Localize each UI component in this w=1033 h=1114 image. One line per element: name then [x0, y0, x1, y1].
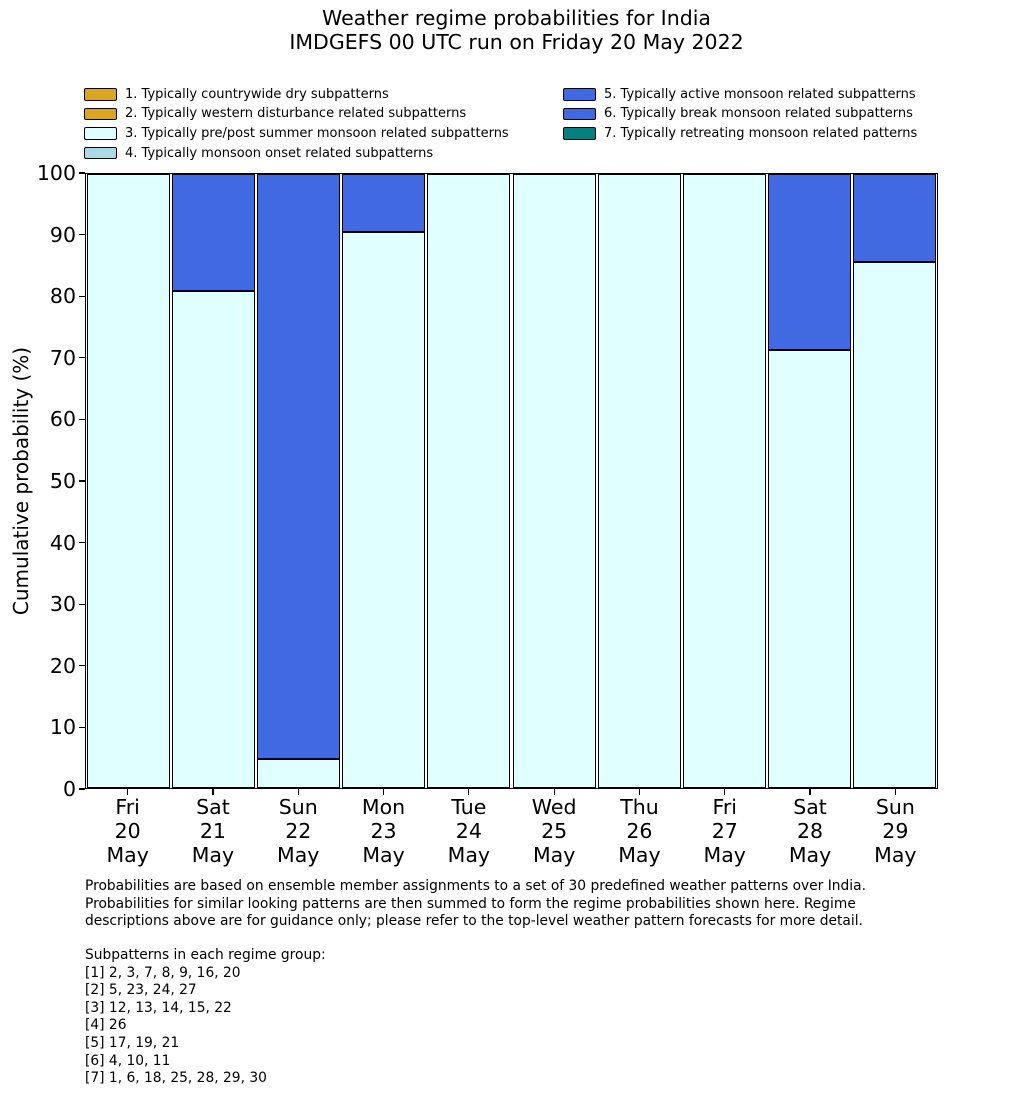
- bar-segment-regime-3: [257, 759, 340, 788]
- plot-area: [85, 173, 938, 789]
- x-tick-label-line: Mon: [361, 795, 406, 819]
- chart-title-line2: IMDGEFS 00 UTC run on Friday 20 May 2022: [289, 30, 744, 54]
- legend-label-regime-6: 6. Typically break monsoon related subpatterns: [604, 106, 913, 122]
- x-tick-label-line: 24: [455, 819, 482, 843]
- y-tick-50: [79, 480, 85, 481]
- x-tick-label-line: May: [618, 843, 661, 867]
- x-tick-label-line: 25: [541, 819, 568, 843]
- x-tick-label-line: May: [788, 843, 832, 867]
- x-tick-label-line: May: [447, 843, 491, 867]
- bar-mon-23-may: [341, 174, 426, 788]
- legend-row-regime-4: [84, 143, 509, 163]
- legend-label-regime-7: 7. Typically retreating monsoon related patterns: [604, 125, 918, 141]
- subpattern-line: [3] 12, 13, 14, 15, 22: [85, 999, 232, 1016]
- bar-segment-regime-6: [768, 174, 851, 350]
- y-tick-60: [79, 419, 85, 420]
- y-tick-label-50: 50: [49, 469, 76, 493]
- legend-row-regime-7: [563, 124, 917, 144]
- x-tick-label-3: [256, 795, 341, 867]
- x-tick-label-line: May: [874, 843, 917, 867]
- x-tick-label-9: [767, 795, 852, 867]
- bar-segment-regime-3: [683, 174, 766, 788]
- x-tick-label-line: Sun: [278, 795, 318, 819]
- y-tick-label-0: 0: [62, 777, 76, 801]
- subpattern-line: [5] 17, 19, 21: [85, 1034, 180, 1051]
- y-tick-100: [79, 172, 85, 173]
- subpattern-line: [1] 2, 3, 7, 8, 9, 16, 20: [85, 964, 241, 981]
- bar-segment-regime-3: [427, 174, 510, 788]
- y-tick-40: [79, 542, 85, 543]
- y-tick-label-60: 60: [49, 407, 76, 432]
- footer-line: Probabilities for similar looking patterns are then summed to form the regime probabilities shown here. Regime: [85, 895, 856, 912]
- bar-segment-regime-6: [853, 174, 936, 262]
- subpattern-line: [2] 5, 23, 24, 27: [85, 982, 197, 999]
- x-tick-label-4: [341, 795, 426, 867]
- x-tick-label-5: [426, 795, 511, 867]
- x-tick-label-2: [170, 795, 255, 867]
- y-tick-label-10: 10: [49, 715, 76, 740]
- bar-segment-regime-6: [172, 174, 255, 291]
- x-tick-label-line: 29: [882, 819, 909, 843]
- y-tick-label-70: 70: [49, 345, 76, 370]
- subpattern-line: [4] 26: [85, 1017, 127, 1034]
- x-tick-label-line: May: [106, 843, 149, 867]
- y-tick-0: [79, 788, 85, 789]
- legend-swatch-regime-1-icon: [84, 88, 117, 101]
- bar-tue-24-may: [426, 174, 511, 788]
- chart-title-line1: Weather regime probabilities for India: [322, 6, 711, 30]
- legend-label-regime-4: 4. Typically monsoon onset related subpatterns: [125, 145, 434, 161]
- bar-sat-28-may: [767, 174, 852, 788]
- bar-segment-regime-6: [342, 174, 425, 232]
- footer-line: Probabilities are based on ensemble member assignments to a set of 30 predefined weather patterns over India.: [85, 878, 866, 894]
- y-tick-80: [79, 296, 85, 297]
- y-tick-10: [79, 727, 85, 728]
- x-tick-label-line: Fri: [115, 795, 140, 819]
- legend-swatch-regime-7-icon: [563, 127, 596, 140]
- x-tick-label-line: 23: [370, 819, 397, 843]
- x-tick-label-line: May: [362, 843, 405, 867]
- legend-label-regime-5: 5. Typically active monsoon related subpatterns: [604, 86, 916, 102]
- x-tick-label-8: [682, 795, 767, 867]
- bar-fri-27-may: [682, 174, 767, 788]
- y-tick-20: [79, 665, 85, 666]
- subpatterns-block: [85, 947, 326, 1088]
- legend-swatch-regime-2-icon: [84, 108, 117, 121]
- subpatterns-title: Subpatterns in each regime group:: [85, 947, 326, 963]
- bar-segment-regime-3: [853, 262, 936, 788]
- x-tick-label-line: Fri: [712, 795, 737, 819]
- y-tick-label-80: 80: [49, 284, 76, 309]
- bar-segment-regime-3: [598, 174, 681, 788]
- x-tick-label-line: Tue: [451, 795, 487, 819]
- subpattern-line: [6] 4, 10, 11: [85, 1052, 171, 1069]
- legend-swatch-regime-4-icon: [84, 147, 117, 160]
- bar-segment-regime-6: [257, 174, 340, 759]
- legend-row-regime-5: [563, 85, 917, 105]
- y-tick-70: [79, 357, 85, 358]
- subpattern-line: [7] 1, 6, 18, 25, 28, 29, 30: [85, 1070, 267, 1087]
- y-tick-30: [79, 604, 85, 605]
- y-tick-label-100: 100: [36, 161, 76, 185]
- footer-line: descriptions above are for guidance only; please refer to the top-level weather pattern forecasts for more detail.: [85, 913, 863, 930]
- bar-thu-26-may: [597, 174, 682, 788]
- legend-row-regime-3: [84, 124, 509, 144]
- y-tick-90: [79, 234, 85, 235]
- x-tick-label-line: Sat: [793, 795, 827, 819]
- x-tick-label-line: Wed: [531, 795, 577, 819]
- x-tick-label-line: May: [277, 843, 320, 867]
- x-tick-label-line: 26: [626, 819, 653, 843]
- x-tick-label-1: [85, 795, 170, 867]
- bar-segment-regime-3: [513, 174, 596, 788]
- legend-label-regime-2: 2. Typically western disturbance related subpatterns: [125, 106, 467, 122]
- bar-sun-22-may: [256, 174, 341, 788]
- bar-sat-21-may: [171, 174, 256, 788]
- legend-label-regime-1: 1. Typically countrywide dry subpatterns: [125, 86, 389, 102]
- legend-row-regime-1: [84, 85, 509, 105]
- legend-column-left: [84, 85, 509, 163]
- footer-paragraph: [85, 878, 866, 931]
- y-axis-label: Cumulative probability (%): [9, 346, 33, 616]
- x-tick-label-line: May: [703, 843, 746, 867]
- bar-wed-25-may: [512, 174, 597, 788]
- x-tick-label-line: May: [532, 843, 576, 867]
- y-tick-label-30: 30: [49, 592, 76, 617]
- legend-row-regime-2: [84, 104, 509, 124]
- x-tick-label-10: [853, 795, 938, 867]
- legend-column-right: [563, 85, 917, 144]
- x-tick-label-line: 21: [199, 819, 226, 843]
- x-tick-label-line: May: [191, 843, 235, 867]
- chart-title: [0, 6, 1033, 54]
- legend-row-regime-6: [563, 104, 917, 124]
- legend-swatch-regime-5-icon: [563, 88, 596, 101]
- x-tick-label-line: 20: [114, 819, 141, 843]
- x-tick-label-7: [597, 795, 682, 867]
- y-tick-label-20: 20: [49, 653, 76, 678]
- legend-swatch-regime-6-icon: [563, 108, 596, 121]
- x-tick-label-line: 22: [285, 819, 312, 843]
- x-tick-label-6: [512, 795, 597, 867]
- bar-sun-29-may: [852, 174, 937, 788]
- legend-swatch-regime-3-icon: [84, 127, 117, 140]
- x-tick-label-line: 28: [796, 819, 824, 843]
- legend-label-regime-3: 3. Typically pre/post summer monsoon related subpatterns: [125, 125, 509, 141]
- bar-segment-regime-3: [87, 174, 170, 788]
- bar-fri-20-may: [86, 174, 171, 788]
- x-tick-label-line: 27: [711, 819, 738, 843]
- x-tick-label-line: Thu: [620, 795, 659, 819]
- bar-segment-regime-3: [172, 291, 255, 788]
- x-tick-label-line: Sun: [875, 795, 915, 819]
- bar-segment-regime-3: [768, 350, 851, 788]
- y-tick-label-90: 90: [49, 222, 76, 247]
- x-tick-label-line: Sat: [196, 795, 230, 819]
- bar-segment-regime-3: [342, 232, 425, 788]
- y-tick-label-40: 40: [49, 530, 76, 555]
